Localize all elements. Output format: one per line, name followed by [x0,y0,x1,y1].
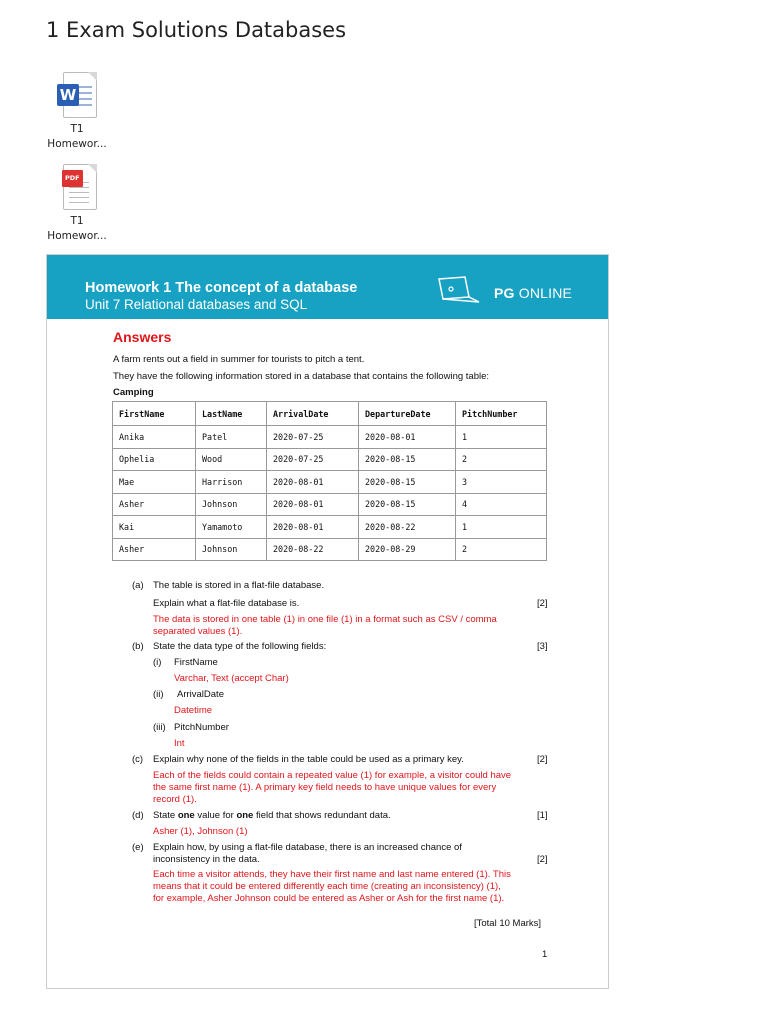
pdf-file-icon [57,164,97,210]
word-badge: W [57,84,79,106]
subquestion-label: (iii) [153,722,166,733]
answer-text: record (1). [153,794,197,805]
file-label-line2: Homewor... [47,230,107,242]
total-marks: [Total 10 Marks] [474,918,542,929]
question-text: Explain how, by using a flat-file database, there is an increased chance of [153,842,462,853]
table-row [113,516,547,539]
table-cell: 2020-08-15 [359,493,456,516]
table-cell: Wood [196,448,267,471]
file-tile-word[interactable] [42,72,112,152]
table-cell: 2020-08-01 [267,493,359,516]
table-cell: 2020-08-01 [267,516,359,539]
emphasis: one [177,810,195,821]
table-cell: Yamamoto [196,516,267,539]
intro-line: A farm rents out a field in summer for tourists to pitch a tent. [113,354,365,365]
answer-text: means that it could be entered differently each time (creating an inconsistency) (1), [153,881,501,892]
page-title: 1 Exam Solutions Databases [46,18,347,42]
table-cell: 1 [456,516,547,539]
file-label-line1: T1 [70,215,84,227]
table-cell: Mae [113,471,196,494]
pdf-badge: PDF [62,170,83,187]
question-text: Explain why none of the fields in the table could be used as a primary key. [153,754,464,765]
question-marks: [2] [537,754,548,765]
subquestion-text: PitchNumber [174,722,229,733]
question-label: (a) [132,580,144,591]
word-file-icon [57,72,97,118]
table-caption: Camping [113,387,154,398]
table-cell: 3 [456,471,547,494]
column-header: ArrivalDate [267,402,359,426]
table-cell: Johnson [196,538,267,561]
brand-strong: PG [494,285,515,301]
table-cell: 4 [456,493,547,516]
table-cell: 2020-08-22 [359,516,456,539]
text-part: value for [194,810,237,821]
subquestion-text: FirstName [174,657,218,668]
table-cell: Harrison [196,471,267,494]
table-row [113,471,547,494]
answer-text: Asher (1), Johnson (1) [153,826,248,837]
table-cell: 2 [456,448,547,471]
question-label: (d) [132,810,144,821]
question-text: State the data type of the following fields: [153,641,327,652]
question-marks: [2] [537,598,548,609]
table-cell: 2 [456,538,547,561]
table-row [113,426,547,449]
question-text [153,810,533,822]
column-header: DepartureDate [359,402,456,426]
answer-text: Int [174,738,185,749]
answer-text: separated values (1). [153,626,243,637]
answer-text: Datetime [174,705,213,716]
subquestion-label: (i) [153,657,162,668]
table-cell: Asher [113,538,196,561]
table-cell: 2020-08-15 [359,471,456,494]
answer-text: for example, Asher Johnson could be entered as Asher or Ash for the first name (1). [153,893,505,904]
table-cell: 1 [456,426,547,449]
document-banner [47,255,608,319]
table-cell: 2020-07-25 [267,448,359,471]
text-part: field that shows redundant data. [253,810,391,821]
laptop-icon [435,275,483,305]
table-cell: Kai [113,516,196,539]
question-marks: [3] [537,641,548,652]
table-row [113,448,547,471]
table-cell: 2020-08-01 [267,471,359,494]
table-cell: Anika [113,426,196,449]
emphasis: one [236,810,254,821]
table-cell: Asher [113,493,196,516]
table-cell: Johnson [196,493,267,516]
document-preview [46,254,609,989]
file-label-line1: T1 [70,123,84,135]
question-label: (e) [132,842,144,853]
subquestion-text: ArrivalDate [177,689,224,700]
table-row [113,538,547,561]
question-label: (b) [132,641,144,652]
page-number: 1 [542,949,548,960]
table-cell: 2020-07-25 [267,426,359,449]
table-cell: Patel [196,426,267,449]
question-text: Explain what a flat-file database is. [153,598,300,609]
question-text: inconsistency in the data. [153,854,260,865]
banner-subtitle: Unit 7 Relational databases and SQL [85,297,308,312]
banner-title: Homework 1 The concept of a database [85,280,358,296]
column-header: FirstName [113,402,196,426]
table-row [113,493,547,516]
subquestion-label: (ii) [153,689,164,700]
answer-text: the same first name (1). A primary key field needs to have unique values for every [153,782,497,793]
answers-heading: Answers [113,329,172,345]
table-header-row [113,402,547,426]
brand-rest: ONLINE [518,285,573,301]
answer-text: Each time a visitor attends, they have their first name and last name entered (1). This [153,869,511,880]
answer-text: Varchar, Text (accept Char) [174,673,289,684]
question-marks: [1] [537,810,548,821]
table-cell: 2020-08-15 [359,448,456,471]
file-label-line2: Homewor... [47,138,107,150]
table-cell: 2020-08-22 [267,538,359,561]
column-header: LastName [196,402,267,426]
table-cell: 2020-08-29 [359,538,456,561]
question-text: The table is stored in a flat-file database. [153,580,325,591]
text-part: State [153,810,178,821]
file-tile-pdf[interactable] [42,164,112,244]
table-cell: Ophelia [113,448,196,471]
question-marks: [2] [537,854,548,865]
question-label: (c) [132,754,144,765]
answer-text: The data is stored in one table (1) in one file (1) in a format such as CSV / comma [153,614,497,625]
column-header: PitchNumber [456,402,547,426]
intro-line: They have the following information stored in a database that contains the following table: [113,371,490,382]
answer-text: Each of the fields could contain a repeated value (1) for example, a visitor could have [153,770,512,781]
brand-logo [494,285,572,301]
camping-table [112,401,547,561]
table-cell: 2020-08-01 [359,426,456,449]
